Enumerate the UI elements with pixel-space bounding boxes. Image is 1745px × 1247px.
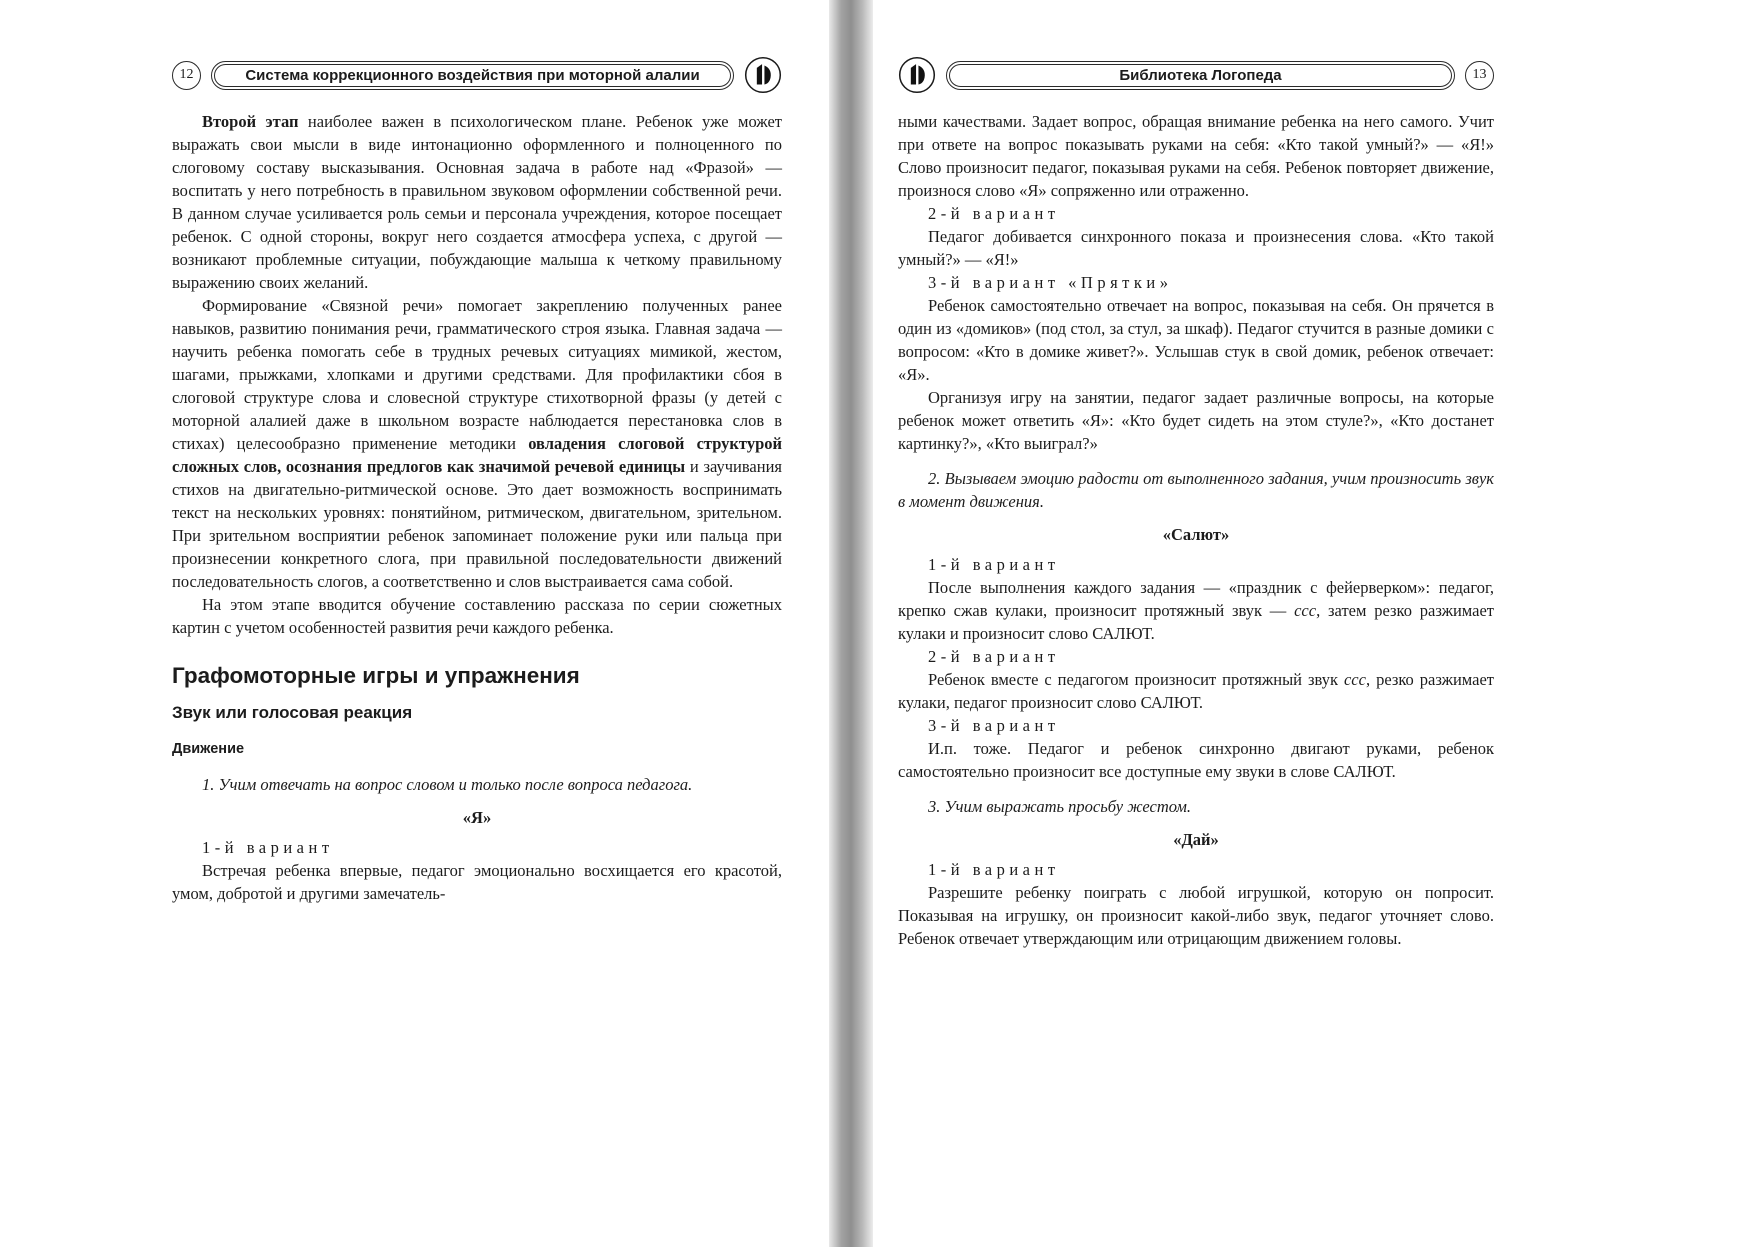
paragraph-continuation: ными качествами. Задает вопрос, обращая внимание ребенка на него самого. Учит при ответе на вопрос показывать руками на себя: «Кто такой умный?» — «Я!» Слово произносит педагог, показывая руками на себя. Ребенок повторяет движение, произнося слово «Я» сопряженно или отраженно. (898, 112, 1499, 200)
right-page (898, 56, 1499, 950)
variant-line-salut-1: 1-й вариант (928, 555, 1060, 574)
variant-line-day-1: 1-й вариант (928, 860, 1060, 879)
paragraph-variant3: Ребенок самостоятельно отвечает на вопрос, показывая на себя. Он прячется в один из «домиков» (под стол, за стул, за шкаф). Педагог стучится в разные домики с вопросом: «Кто в домике живет?». Услышав стук в свой домик, ребенок отвечает: «Я». (898, 296, 1499, 384)
right-running-head (898, 56, 1494, 94)
paragraph-variant1: Встречая ребенка впервые, педагог эмоционально восхищается его красотой, умом, добротой и другими замечатель- (172, 861, 787, 903)
instruction-3: 3. Учим выражать просьбу жестом. (928, 797, 1192, 816)
subsection-heading: Звук или голосовая реакция (172, 703, 413, 722)
variant-line-3: 3-й вариант «Прятки» (928, 273, 1173, 292)
game-title-salyut: «Салют» (1162, 525, 1230, 544)
right-header-capsule (946, 61, 1455, 90)
variant-line-salut-3: 3-й вариант (928, 716, 1060, 735)
right-page-body (898, 110, 1499, 950)
left-running-head (172, 56, 782, 94)
game-title-ya: «Я» (462, 808, 492, 827)
paragraph-salut2: Ребенок вместе с педагогом произносит протяжный звук ссс, резко разжимает кулаки, педагог произносит слово САЛЮТ. (898, 670, 1499, 712)
variant-line-salut-2: 2-й вариант (928, 647, 1060, 666)
paragraph-salut3: И.п. тоже. Педагог и ребенок синхронно двигают руками, ребенок самостоятельно произносит все доступные ему звуки в слове САЛЮТ. (898, 739, 1499, 781)
paragraph-svyaznaya-rech: Формирование «Связной речи» помогает закреплению полученных ранее навыков, развитию понимания речи, грамматического строя языка. Главная задача — научить ребенка помогать себе в трудных речевых ситуациях мимикой, жестом, шагами, прыжками, хлопками и другими средствами. Для профилактики сбоя в слоговой структуре слова и словесной структуре стихотворной фразы (у детей с моторной алалией даже в школьном возрасте наблюдается перестановка слов в стихах) целесообразно применение методики овладения слоговой структурой сложных слов, осознания предлогов как значимой речевой единицы и заучивания стихов на двигательно-ритмической основе. Это дает возможность воспринимать текст на нескольких уровнях: понятийном, ритмическом, двигательном, зрительном. При зрительном восприятии ребенок запоминает положение руки или пальца при произнесении конкретного слога, при правильной последовательности движений последовательность слогов, а соответственно и слов выстраивается сама собой. (172, 296, 787, 591)
left-header-capsule (211, 61, 734, 90)
left-page (172, 56, 787, 905)
paragraph-variant2: Педагог добивается синхронного показа и произнесения слова. «Кто такой умный?» — «Я!» (898, 227, 1499, 269)
paragraph-rasskaz: На этом этапе вводится обучение составлению рассказа по серии сюжетных картин с учетом особенностей развития речи каждого ребенка. (172, 595, 787, 637)
paragraph-organizuya: Организуя игру на занятии, педагог задает различные вопросы, на которые ребенок может ответить «Я»: «Кто будет сидеть на этом стуле?», «Кто достанет картинку?», «Кто выиграл?» (898, 388, 1499, 453)
right-header-title: Библиотека Логопеда (949, 64, 1452, 87)
left-page-body (172, 110, 787, 905)
game-title-day: «Дай» (1173, 830, 1219, 849)
paragraph-salut1: После выполнения каждого задания — «праздник с фейерверком»: педагог, крепко сжав кулаки, произносит протяжный звук — ссс, затем резко разжимает кулаки и произносит слово САЛЮТ. (898, 578, 1499, 643)
variant-line-2: 2-й вариант (928, 204, 1060, 223)
section-heading: Графомоторные игры и упражнения (172, 663, 580, 688)
paragraph-second-stage: Второй этап наиболее важен в психологическом плане. Ребенок уже может выражать свои мысли в виде интонационно оформленного и полноценного по слоговому составу высказывания. Основная задача в работе над «Фразой» — воспитать у него потребность в правильном звуковом оформлении собственной речи. В данном случае усиливается роль семьи и персонала учреждения, которое посещает ребенок. С одной стороны, вокруг него создается атмосфера успеха, с другой — возникают проблемные ситуации, побуждающие малыша к четкому правильному выражению своих желаний. (172, 112, 787, 292)
left-header-title: Система коррекционного воздействия при моторной алалии (214, 64, 731, 87)
publisher-logo-icon (898, 56, 936, 94)
instruction-2: 2. Вызываем эмоцию радости от выполненного задания, учим произносить звук в момент движения. (898, 469, 1499, 511)
variant-line-1: 1-й вариант (202, 838, 334, 857)
page-gutter-shadow (829, 0, 873, 1247)
publisher-logo-icon (744, 56, 782, 94)
subsubsection-heading: Движение (172, 741, 245, 757)
page-number-left: 12 (172, 61, 201, 90)
paragraph-day1: Разрешите ребенку поиграть с любой игрушкой, которую он попросит. Показывая на игрушку, он произносит какой-либо звук, педагог уточняет слово. Ребенок отвечает утверждающим или отрицающим движением головы. (898, 883, 1499, 948)
page-number-right: 13 (1465, 61, 1494, 90)
instruction-1: 1. Учим отвечать на вопрос словом и только после вопроса педагога. (202, 775, 693, 794)
